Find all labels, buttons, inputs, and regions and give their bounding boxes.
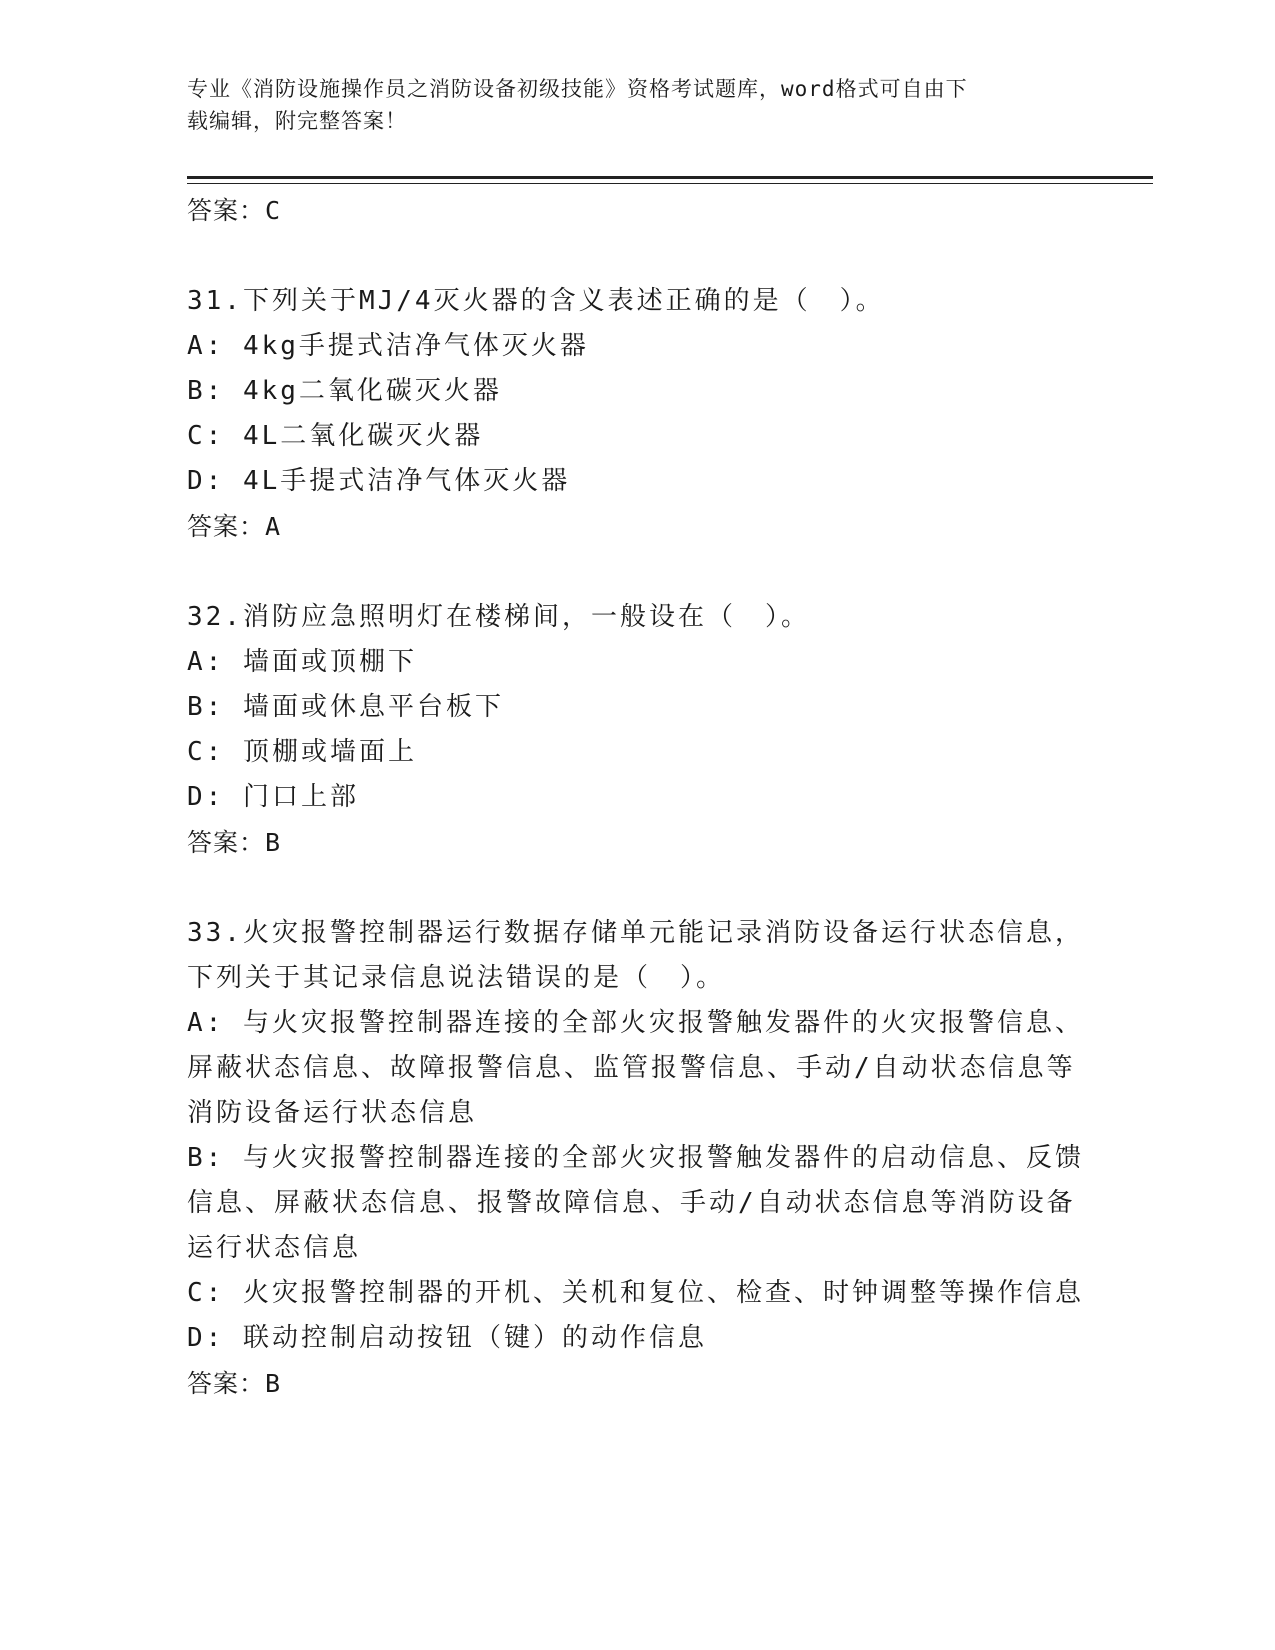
option-text-line: B: 与火灾报警控制器连接的全部火灾报警触发器件的启动信息、反馈 [187,1143,1084,1173]
question-stem-line: 33.火灾报警控制器运行数据存储单元能记录消防设备运行状态信息， [187,918,1084,948]
option-text-line: A: 墙面或顶棚下 [187,647,417,677]
question-block [187,279,1087,550]
option-item [187,1136,1087,1271]
option-item [187,685,1087,730]
questions-content [187,188,1087,1407]
question-stem-line: 32.消防应急照明灯在楼梯间，一般设在（ ）。 [187,602,810,632]
option-text-line: D: 4L手提式洁净气体灭火器 [187,466,571,496]
option-item [187,369,1087,414]
option-text-line: D: 联动控制启动按钮（键）的动作信息 [187,1323,707,1353]
option-item [187,414,1087,459]
answer-label: 答案：B [187,1369,282,1398]
question-stem [187,911,1087,1001]
option-item [187,775,1087,820]
question-stem-line: 31.下列关于MJ/4灭火器的含义表述正确的是（ ）。 [187,286,885,316]
header-line-2: 载编辑，附完整答案！ [187,109,407,133]
question-stem-line: 下列关于其记录信息说法错误的是（ ）。 [187,963,726,993]
option-list [187,1001,1087,1361]
option-item [187,1001,1087,1136]
answer-label: 答案：B [187,828,282,857]
option-text-line: B: 4kg二氧化碳灭火器 [187,376,502,406]
header-rule-thick [187,176,1153,179]
option-item [187,1271,1087,1316]
option-list [187,640,1087,820]
option-item [187,324,1087,369]
option-text-line: 消防设备运行状态信息 [187,1098,478,1128]
question-stem [187,595,1087,640]
option-text-line: C: 4L二氧化碳灭火器 [187,421,484,451]
header-rule-thin [187,183,1153,184]
option-text-line: 信息、屏蔽状态信息、报警故障信息、手动/自动状态信息等消防设备 [187,1188,1076,1218]
option-text-line: 屏蔽状态信息、故障报警信息、监管报警信息、手动/自动状态信息等 [187,1053,1076,1083]
option-text-line: A: 与火灾报警控制器连接的全部火灾报警触发器件的火灾报警信息、 [187,1008,1084,1038]
option-text-line: D: 门口上部 [187,782,359,812]
question-stem [187,279,1087,324]
question-list [187,279,1087,1407]
option-list [187,324,1087,504]
option-text-line: 运行状态信息 [187,1233,362,1263]
document-header [187,73,1067,137]
answer-label: 答案：A [187,512,282,541]
answer-label: 答案：C [187,196,282,225]
option-item [187,459,1087,504]
question-block [187,595,1087,866]
option-text-line: A: 4kg手提式洁净气体灭火器 [187,331,589,361]
option-text-line: B: 墙面或休息平台板下 [187,692,504,722]
option-item [187,640,1087,685]
option-item [187,1316,1087,1361]
option-text-line: C: 火灾报警控制器的开机、关机和复位、检查、时钟调整等操作信息 [187,1278,1084,1308]
option-item [187,730,1087,775]
header-line-1: 专业《消防设施操作员之消防设备初级技能》资格考试题库，word格式可自由下 [187,77,968,101]
question-block [187,911,1087,1407]
option-text-line: C: 顶棚或墙面上 [187,737,417,767]
